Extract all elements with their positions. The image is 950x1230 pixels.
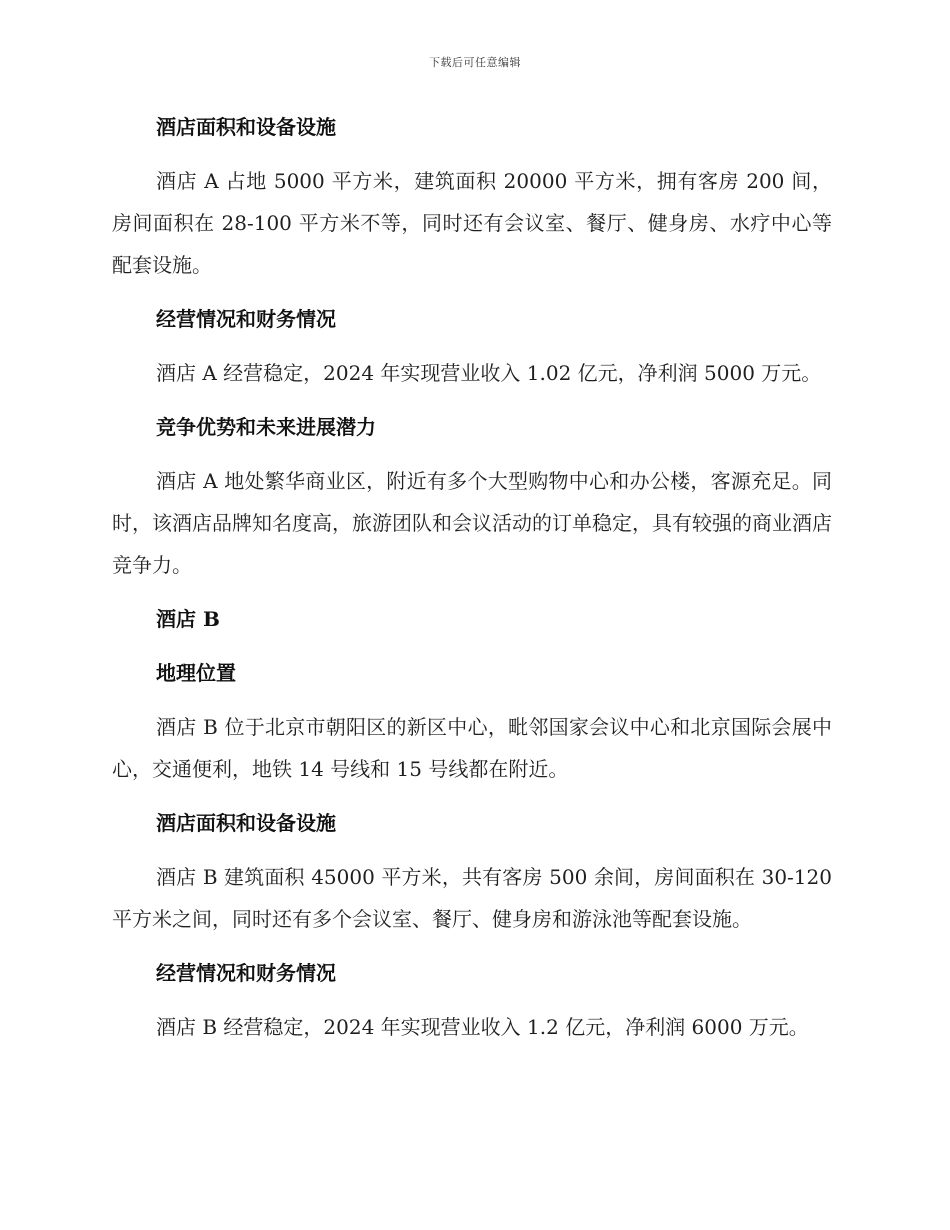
section-heading-hotel-b: 酒店 B [156,607,220,631]
section-heading-hotel-b-location: 地理位置 [156,661,236,685]
section-paragraph-hotel-a-area: 酒店 A 占地 5000 平方米，建筑面积 20000 平方米，拥有客房 200 间，房间面积在 28-100 平方米不等，同时还有会议室、餐厅、健身房、水疗中心等配套设施。 [112,169,832,277]
section-heading-hotel-a-advantage: 竞争优势和未来进展潜力 [156,415,376,439]
section-paragraph-hotel-a-advantage: 酒店 A 地处繁华商业区，附近有多个大型购物中心和办公楼，客源充足。同时，该酒店品牌知名度高，旅游团队和会议活动的订单稳定，具有较强的商业酒店竞争力。 [112,469,832,577]
section-paragraph-hotel-a-finance: 酒店 A 经营稳定，2024 年实现营业收入 1.02 亿元，净利润 5000 万元。 [156,361,822,385]
section-heading-hotel-a-area: 酒店面积和设备设施 [156,115,336,139]
section-paragraph-hotel-b-finance: 酒店 B 经营稳定，2024 年实现营业收入 1.2 亿元，净利润 6000 万元。 [156,1015,809,1039]
page-header: 下载后可任意编辑 [429,56,521,69]
section-heading-hotel-b-finance: 经营情况和财务情况 [156,961,336,985]
section-heading-hotel-a-finance: 经营情况和财务情况 [156,307,336,331]
section-paragraph-hotel-b-location: 酒店 B 位于北京市朝阳区的新区中心，毗邻国家会议中心和北京国际会展中心，交通便利，地铁 14 号线和 15 号线都在附近。 [112,715,832,781]
document-body [112,106,832,1048]
section-heading-hotel-b-area: 酒店面积和设备设施 [156,811,336,835]
section-paragraph-hotel-b-area: 酒店 B 建筑面积 45000 平方米，共有客房 500 余间，房间面积在 30-120 平方米之间，同时还有多个会议室、餐厅、健身房和游泳池等配套设施。 [112,865,832,931]
